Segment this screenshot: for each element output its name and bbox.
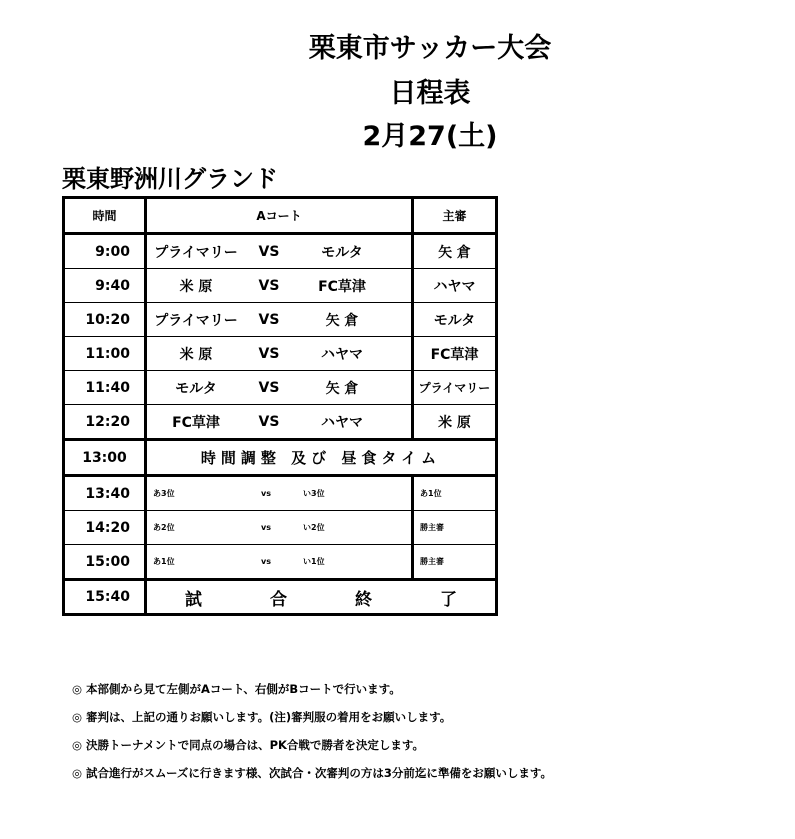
table-row: [64, 234, 497, 269]
referee: 勝主審: [413, 511, 497, 545]
end-word: 合: [270, 589, 287, 610]
table-row: [64, 405, 497, 440]
vs-label: vs: [261, 523, 271, 532]
match-time: 10:20: [64, 303, 146, 337]
match-time: 15:00: [64, 545, 146, 580]
referee: プライマリー: [413, 371, 497, 405]
note-item: ◎ 審判は、上記の通りお願いします。(注)審判服の着用をお願いします。: [72, 710, 452, 724]
vs-label: vs: [261, 557, 271, 566]
vs-label: VS: [258, 243, 280, 260]
table-row: [64, 476, 497, 511]
end-label: [146, 580, 497, 615]
notes-list: [72, 682, 772, 794]
end-word: 了: [440, 589, 457, 610]
away-team: ハヤマ: [321, 414, 363, 431]
match-time: 9:00: [64, 234, 146, 269]
venue-name: 栗東野洲川グランド: [62, 165, 278, 193]
table-header-row: [64, 198, 497, 234]
vs-label: VS: [258, 379, 280, 396]
home-team: FC草津: [172, 414, 220, 431]
table-row: [64, 269, 497, 303]
referee: ハヤマ: [413, 269, 497, 303]
vs-label: vs: [261, 489, 271, 498]
event-title: 栗東市サッカー大会: [308, 33, 552, 64]
away-team: ハヤマ: [321, 346, 363, 363]
away-team: い3位: [303, 489, 325, 498]
referee: 米 原: [413, 405, 497, 440]
away-team: い2位: [303, 523, 325, 532]
end-time: 15:40: [64, 580, 146, 615]
referee: モルタ: [413, 303, 497, 337]
end-word: 終: [355, 589, 372, 610]
match-time: 9:40: [64, 269, 146, 303]
match-time: 12:20: [64, 405, 146, 440]
home-team: あ3位: [153, 489, 175, 498]
lunch-row: [64, 440, 497, 476]
home-team: あ2位: [153, 523, 175, 532]
note-item: ◎ 本部側から見て左側がAコート、右側がBコートで行います。: [72, 682, 401, 696]
table-row: [64, 303, 497, 337]
table-row: [64, 337, 497, 371]
header-court: Aコート: [146, 198, 413, 234]
vs-label: VS: [258, 311, 280, 328]
match-time: 14:20: [64, 511, 146, 545]
referee: 矢 倉: [413, 234, 497, 269]
match-time: 13:40: [64, 476, 146, 511]
vs-label: VS: [258, 277, 280, 294]
end-row: [64, 580, 497, 615]
away-team: 矢 倉: [325, 380, 359, 397]
header-ref: 主審: [413, 198, 497, 234]
header-time: 時間: [64, 198, 146, 234]
vs-label: VS: [258, 413, 280, 430]
lunch-time: 13:00: [64, 440, 146, 476]
home-team: 米 原: [179, 346, 213, 363]
away-team: い1位: [303, 557, 325, 566]
home-team: モルタ: [175, 380, 217, 397]
schedule-table: [62, 196, 498, 616]
home-team: プライマリー: [154, 244, 238, 261]
vs-label: VS: [258, 345, 280, 362]
note-item: ◎ 試合進行がスムーズに行きます様、次試合・次審判の方は3分前迄に準備をお願いします。: [72, 766, 552, 780]
match-time: 11:40: [64, 371, 146, 405]
event-date: 2月27(土): [362, 121, 498, 152]
away-team: 矢 倉: [325, 312, 359, 329]
match-time: 11:00: [64, 337, 146, 371]
away-team: FC草津: [318, 278, 366, 295]
table-row: [64, 371, 497, 405]
table-row: [64, 545, 497, 580]
schedule-title: 日程表: [389, 78, 471, 109]
referee: あ1位: [413, 476, 497, 511]
end-word: 試: [185, 589, 202, 610]
referee: 勝主審: [413, 545, 497, 580]
home-team: 米 原: [179, 278, 213, 295]
away-team: モルタ: [321, 244, 363, 261]
note-item: ◎ 決勝トーナメントで同点の場合は、PK合戦で勝者を決定します。: [72, 738, 424, 752]
referee: FC草津: [413, 337, 497, 371]
home-team: プライマリー: [154, 312, 238, 329]
table-row: [64, 511, 497, 545]
lunch-label: 時間調整 及び 昼食タイム: [146, 440, 497, 476]
home-team: あ1位: [153, 557, 175, 566]
